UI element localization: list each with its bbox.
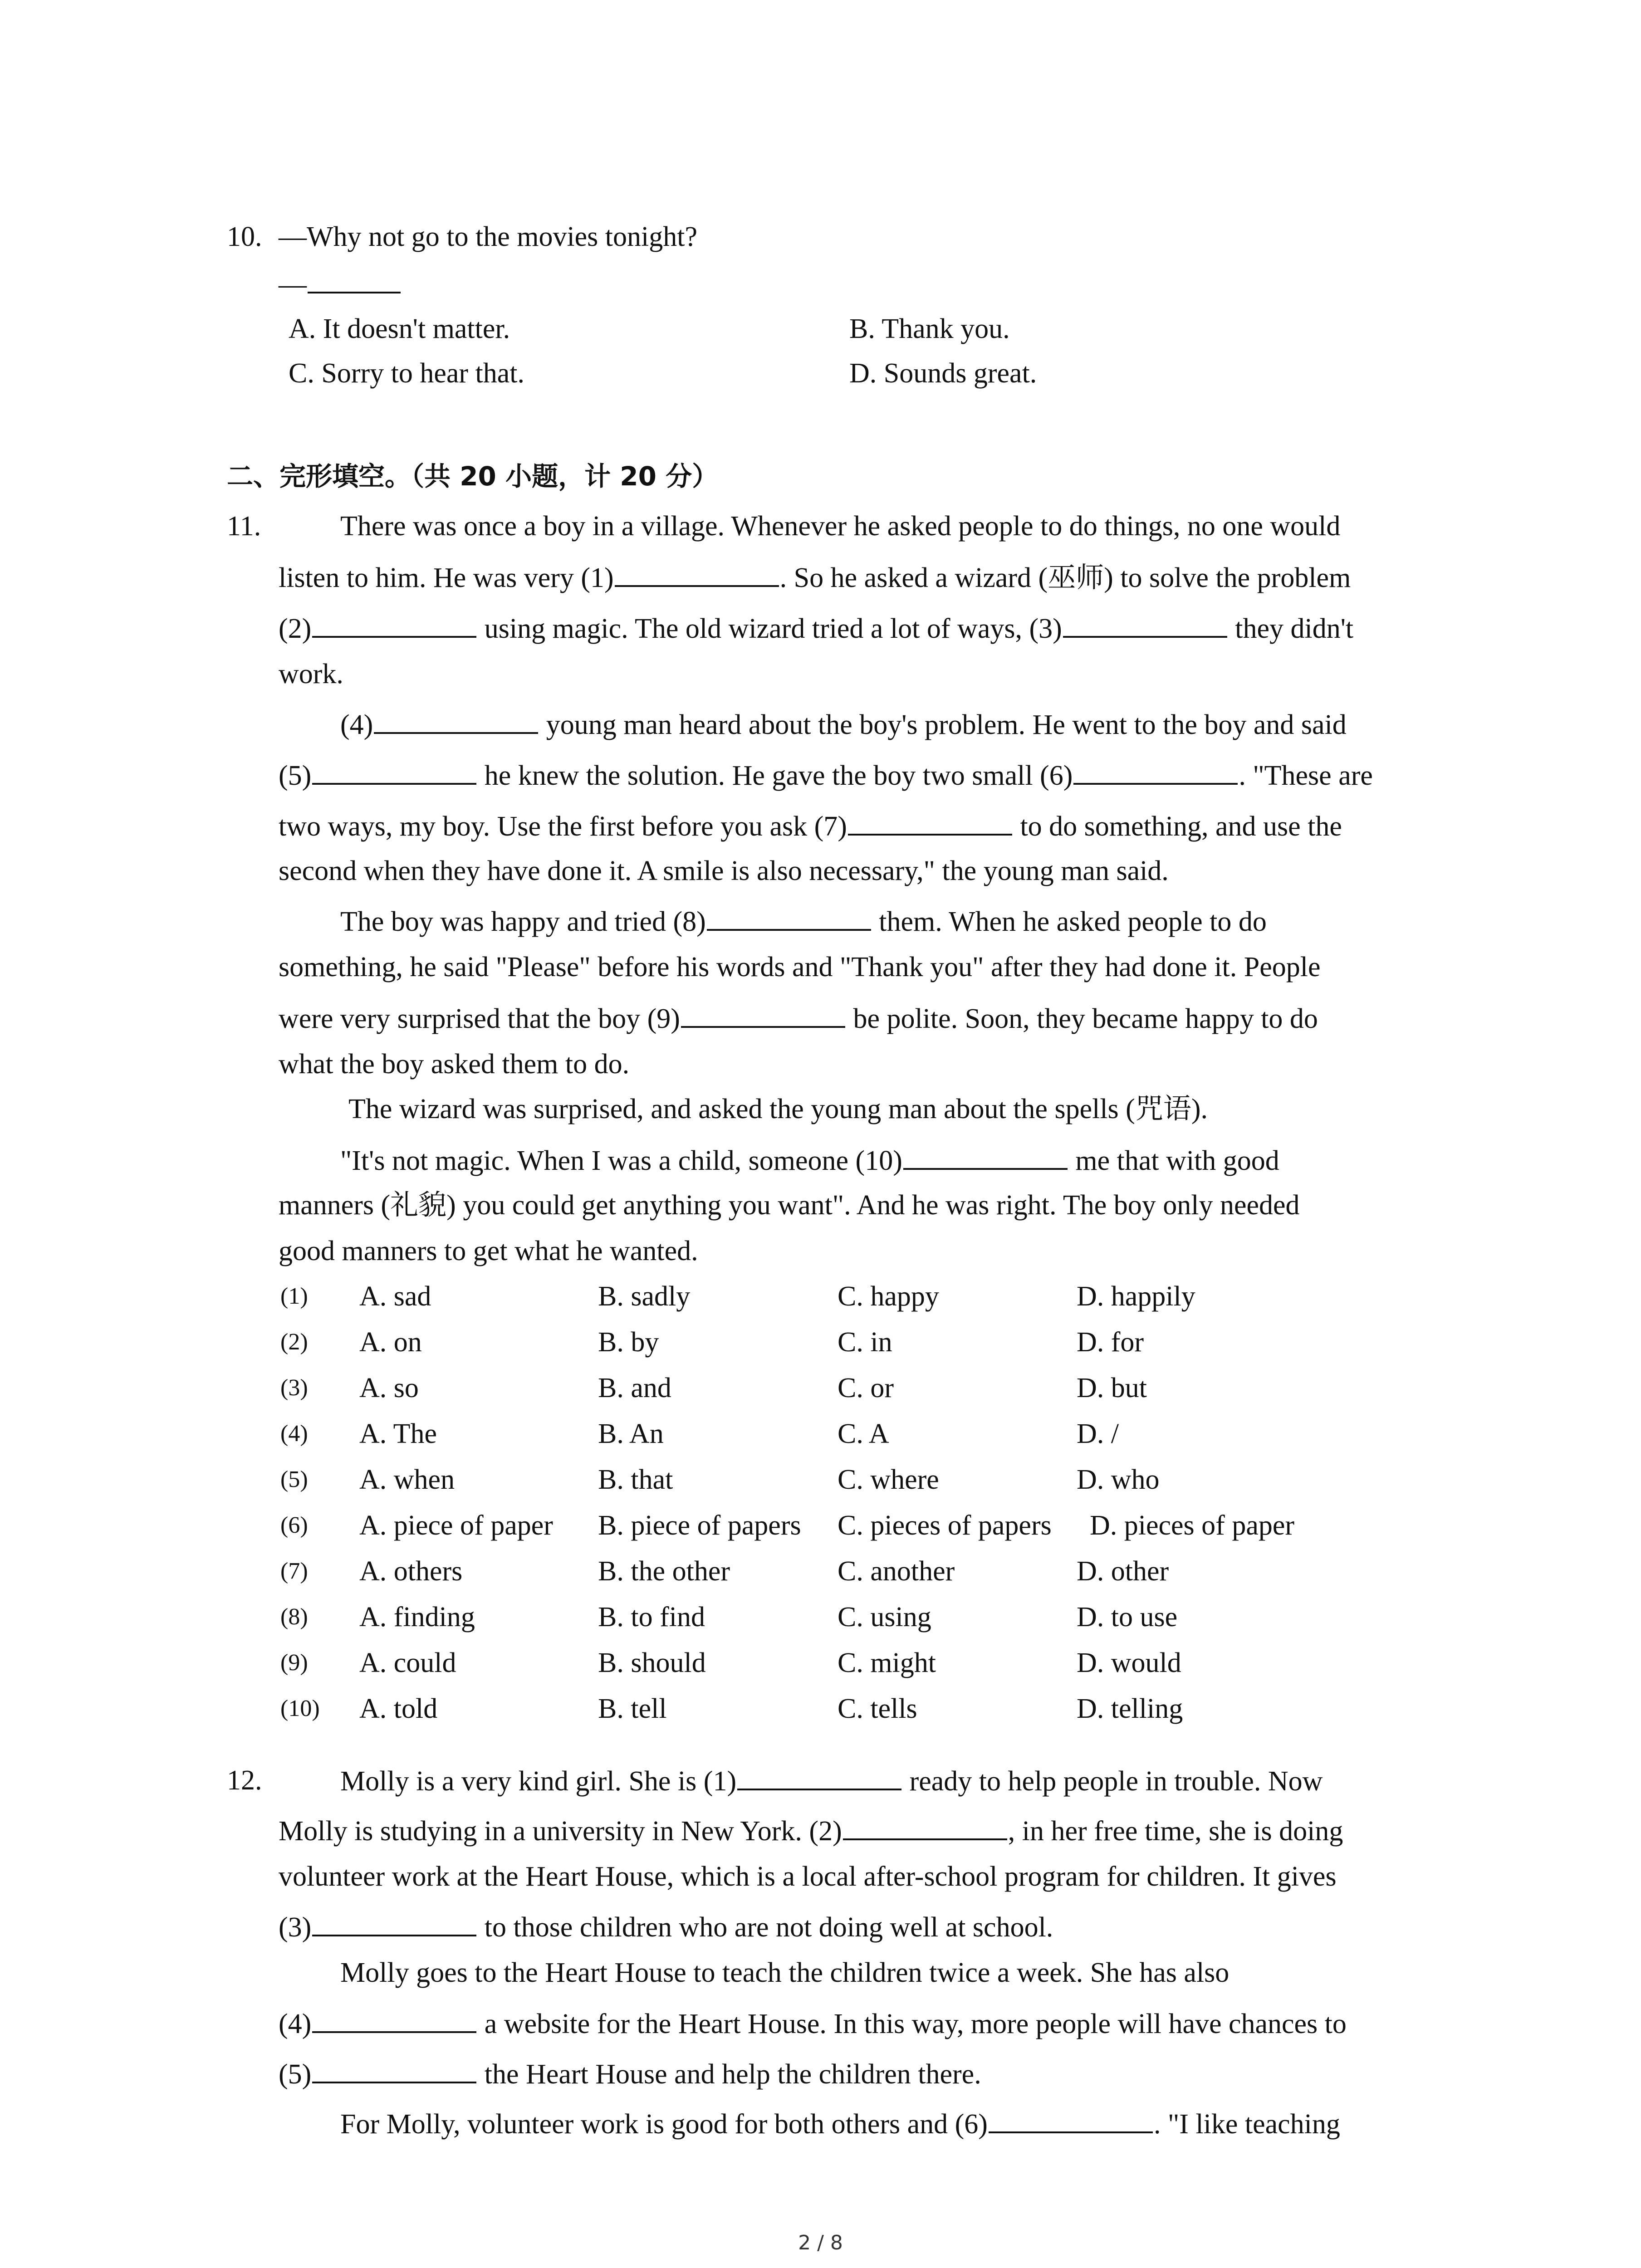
choice-row: (9) A. could B. should C. might D. would [0, 1645, 1641, 1681]
section-title: 二、完形填空。（共 20 小题，计 20 分） [227, 461, 719, 492]
choice-c[interactable]: C. A [838, 1418, 889, 1449]
question-text: —Why not go to the movies tonight? [279, 221, 698, 252]
answer-blank[interactable] [1063, 610, 1227, 638]
choice-a[interactable]: A. when [359, 1464, 455, 1495]
passage-line: listen to him. He was very (1) . So he asked a wizard (巫师) to solve the problem [279, 559, 1351, 596]
choice-a[interactable]: A. could [359, 1647, 456, 1678]
choice-a[interactable]: A. told [359, 1693, 438, 1724]
passage-line: were very surprised that the boy (9) be polite. Soon, they became happy to do [279, 1000, 1318, 1037]
passage-line: For Molly, volunteer work is good for both others and (6) . "I like teaching [340, 2105, 1340, 2142]
choice-b[interactable]: B. An [598, 1418, 664, 1449]
option-b: B. Thank you. [849, 313, 1010, 344]
response-line [279, 265, 402, 303]
passage-line: The wizard was surprised, and asked the young man about the spells (咒语). [348, 1094, 1208, 1124]
choice-c[interactable]: C. or [838, 1373, 894, 1403]
passage-line: (2) using magic. The old wizard tried a lot of ways, (3) they didn't [279, 610, 1353, 647]
choice-row: (8) A. finding B. to find C. using D. to use [0, 1599, 1641, 1635]
choice-row: (3) A. so B. and C. or D. but [0, 1370, 1641, 1406]
answer-blank[interactable] [707, 903, 871, 931]
choice-a[interactable]: A. finding [359, 1602, 475, 1633]
choice-d[interactable]: D. who [1077, 1464, 1160, 1495]
answer-blank[interactable] [312, 1908, 476, 1936]
choice-a[interactable]: A. sad [359, 1281, 431, 1312]
answer-blank[interactable] [312, 757, 476, 785]
question-number: 12. [227, 1765, 262, 1796]
choice-row: (1) A. sad B. sadly C. happy D. happily [0, 1278, 1641, 1315]
choice-row: (2) A. on B. by C. in D. for [0, 1324, 1641, 1360]
passage-line: something, he said "Please" before his words and "Thank you" after they had done it. People [279, 952, 1321, 982]
passage-line: (4) young man heard about the boy's problem. He went to the boy and said [340, 706, 1347, 743]
choice-row: (4) A. The B. An C. A D. / [0, 1416, 1641, 1452]
choice-c[interactable]: C. tells [838, 1693, 917, 1724]
answer-blank[interactable] [681, 1000, 845, 1028]
answer-blank[interactable] [312, 2055, 476, 2083]
answer-blank[interactable] [312, 610, 476, 638]
choice-b[interactable]: B. to find [598, 1602, 705, 1633]
choice-b[interactable]: B. piece of papers [598, 1510, 801, 1541]
passage-line: (5) the Heart House and help the children there. [279, 2055, 981, 2092]
choice-d[interactable]: D. would [1077, 1647, 1181, 1678]
choice-row: (5) A. when B. that C. where D. who [0, 1461, 1641, 1498]
choice-a[interactable]: A. The [359, 1418, 437, 1449]
passage-line: (3) to those children who are not doing well at school. [279, 1908, 1053, 1945]
choice-c[interactable]: C. in [838, 1327, 892, 1358]
choice-a[interactable]: A. on [359, 1327, 422, 1358]
choice-row: (7) A. others B. the other C. another D. other [0, 1553, 1641, 1589]
passage-line: "It's not magic. When I was a child, someone (10) me that with good [340, 1142, 1279, 1179]
answer-blank[interactable] [737, 1762, 901, 1790]
passage-line: manners (礼貌) you could get anything you want". And he was right. The boy only needed [279, 1190, 1300, 1221]
passage-line: Molly is a very kind girl. She is (1) ready to help people in trouble. Now [340, 1762, 1323, 1799]
choice-a[interactable]: A. piece of paper [359, 1510, 553, 1541]
answer-blank[interactable] [989, 2105, 1153, 2133]
choice-b[interactable]: B. should [598, 1647, 706, 1678]
choice-row: (10) A. told B. tell C. tells D. telling [0, 1691, 1641, 1727]
answer-blank[interactable] [312, 2005, 476, 2033]
choice-d[interactable]: D. telling [1077, 1693, 1183, 1724]
page-number: 2 / 8 [798, 2231, 843, 2254]
passage-line: second when they have done it. A smile is also necessary," the young man said. [279, 855, 1169, 886]
answer-blank[interactable] [903, 1142, 1068, 1170]
passage-line: Molly is studying in a university in New York. (2) , in her free time, she is doing [279, 1812, 1343, 1849]
option-c: C. Sorry to hear that. [289, 358, 525, 389]
choice-b[interactable]: B. and [598, 1373, 671, 1403]
choice-c[interactable]: C. another [838, 1556, 955, 1587]
choice-row: (6) A. piece of paper B. piece of papers C. pieces of papers D. pieces of paper [0, 1507, 1641, 1544]
passage-line: two ways, my boy. Use the first before you ask (7) to do something, and use the [279, 807, 1342, 845]
choice-b[interactable]: B. tell [598, 1693, 667, 1724]
choice-b[interactable]: B. by [598, 1327, 659, 1358]
choice-b[interactable]: B. that [598, 1464, 673, 1495]
choice-d[interactable]: D. but [1077, 1373, 1147, 1403]
choice-d[interactable]: D. happily [1077, 1281, 1195, 1312]
option-a: A. It doesn't matter. [289, 313, 510, 344]
question-number: 11. [227, 511, 261, 542]
choice-d[interactable]: D. / [1077, 1418, 1119, 1449]
choice-c[interactable]: C. pieces of papers [838, 1510, 1052, 1541]
question-number: 10. [227, 221, 262, 252]
choice-d[interactable]: D. other [1077, 1556, 1169, 1587]
choice-d[interactable]: D. to use [1077, 1602, 1178, 1633]
choice-d[interactable]: D. for [1077, 1327, 1144, 1358]
passage-line: (4) a website for the Heart House. In this way, more people will have chances to [279, 2005, 1347, 2042]
answer-blank[interactable] [308, 265, 401, 293]
passage-line: what the boy asked them to do. [279, 1049, 630, 1080]
passage-line: good manners to get what he wanted. [279, 1236, 698, 1266]
passage-line: work. [279, 659, 343, 689]
choice-b[interactable]: B. sadly [598, 1281, 691, 1312]
choice-c[interactable]: C. might [838, 1647, 936, 1678]
answer-blank[interactable] [374, 706, 538, 734]
option-d: D. Sounds great. [849, 358, 1037, 389]
passage-line: There was once a boy in a village. Whenever he asked people to do things, no one would [340, 511, 1341, 542]
passage-line: Molly goes to the Heart House to teach the children twice a week. She has also [340, 1957, 1230, 1988]
choice-a[interactable]: A. so [359, 1373, 419, 1403]
answer-blank[interactable] [848, 807, 1012, 836]
choice-d[interactable]: D. pieces of paper [1090, 1510, 1295, 1541]
answer-blank[interactable] [843, 1812, 1007, 1840]
passage-line: volunteer work at the Heart House, which is a local after-school program for children. It gives [279, 1861, 1337, 1892]
choice-c[interactable]: C. using [838, 1602, 931, 1633]
response-dash: — [279, 269, 307, 300]
passage-line: The boy was happy and tried (8) them. When he asked people to do [340, 903, 1267, 940]
answer-blank[interactable] [615, 559, 779, 587]
answer-blank[interactable] [1073, 757, 1238, 785]
choice-c[interactable]: C. where [838, 1464, 939, 1495]
choice-a[interactable]: A. others [359, 1556, 463, 1587]
passage-line: (5) he knew the solution. He gave the boy two small (6) . "These are [279, 757, 1373, 794]
choice-c[interactable]: C. happy [838, 1281, 939, 1312]
choice-b[interactable]: B. the other [598, 1556, 730, 1587]
